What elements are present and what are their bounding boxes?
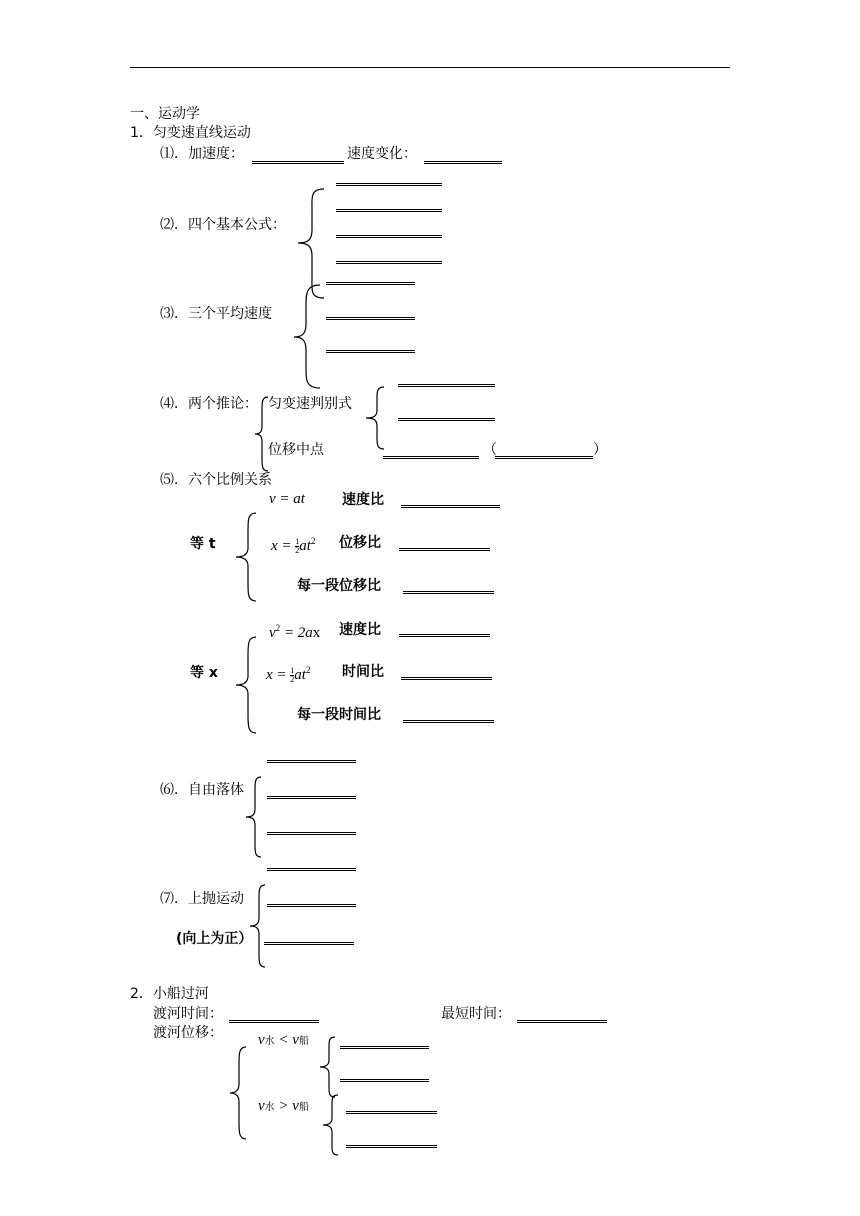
item1-speed-change: 速度变化：	[347, 146, 417, 162]
blank-formula-2[interactable]	[336, 209, 442, 212]
ratio-speed-t: 速度比	[342, 492, 384, 508]
brace-cross-disp	[228, 1046, 248, 1140]
blank-min-time[interactable]	[517, 1020, 607, 1023]
cond-water-gt-boat: v水 > v船	[258, 1098, 309, 1114]
formula-x-half-at2-t: x = $\frac{1}{2}$ $at^2$	[271, 536, 316, 556]
blank-formula-4[interactable]	[336, 261, 442, 264]
item7-note: (向上为正）	[176, 931, 253, 947]
brace-eq-t	[234, 512, 258, 602]
blank-water-gt-boat-2[interactable]	[346, 1145, 437, 1148]
ratio-each-disp: 每一段位移比	[297, 578, 381, 594]
formula-v-at: v = at	[269, 491, 305, 507]
blank-formula-3[interactable]	[336, 235, 442, 238]
item7-label: ⑺．上抛运动	[160, 891, 244, 907]
item3-label: ⑶．三个平均速度	[160, 306, 272, 322]
paren-close: ）	[593, 442, 607, 458]
brace-item3	[292, 284, 322, 390]
blank-speed-ratio-x[interactable]	[399, 634, 490, 637]
item4-sub2: 位移中点	[268, 442, 324, 458]
eq-x-label: 等 x	[190, 665, 218, 681]
brace-water-gt-boat	[322, 1094, 340, 1156]
blank-free-fall-3[interactable]	[267, 832, 356, 835]
blank-throw-up-1[interactable]	[267, 904, 356, 907]
cross-time-label: 渡河时间：	[153, 1006, 223, 1022]
blank-acceleration[interactable]	[252, 161, 344, 164]
blank-midpoint-paren[interactable]	[495, 456, 593, 459]
blank-free-fall-1[interactable]	[267, 760, 356, 763]
blank-speed-ratio-t[interactable]	[401, 505, 500, 508]
cond-water-lt-boat: v水 < v船	[258, 1032, 309, 1048]
blank-time-ratio[interactable]	[401, 677, 492, 680]
blank-free-fall-4[interactable]	[267, 868, 356, 871]
blank-each-disp-ratio[interactable]	[403, 591, 494, 594]
paren-open: （	[483, 442, 497, 458]
min-time-label: 最短时间：	[441, 1006, 511, 1022]
blank-water-lt-boat-2[interactable]	[340, 1079, 429, 1082]
formula-x-half-at2-x: x = $\frac{1}{2}$ $at^2$	[266, 665, 311, 685]
blank-cross-time[interactable]	[229, 1020, 319, 1023]
blank-throw-up-2[interactable]	[264, 942, 354, 945]
item4-sub1: 匀变速判别式	[268, 396, 352, 412]
blank-speed-change[interactable]	[424, 161, 502, 164]
brace-item7	[249, 884, 267, 968]
blank-midpoint-disp[interactable]	[383, 456, 479, 459]
section-title: 一、运动学	[130, 106, 200, 122]
ratio-each-time: 每一段时间比	[297, 707, 381, 723]
blank-free-fall-2[interactable]	[267, 796, 356, 799]
blank-disp-ratio-t[interactable]	[399, 548, 490, 551]
cross-disp-label: 渡河位移：	[153, 1025, 223, 1041]
part2-title: 2．小船过河	[130, 986, 209, 1002]
formula-v2-2ax: $v^2 = 2ax$	[269, 623, 321, 641]
blank-each-time-ratio[interactable]	[403, 720, 494, 723]
item1-label: ⑴．加速度：	[160, 146, 244, 162]
brace-item4-sub1	[364, 386, 386, 450]
item2-label: ⑵．四个基本公式：	[160, 217, 286, 233]
brace-water-lt-boat	[319, 1036, 337, 1098]
ratio-speed-x: 速度比	[339, 622, 381, 638]
blank-formula-1[interactable]	[336, 183, 442, 186]
blank-water-gt-boat-1[interactable]	[346, 1111, 437, 1114]
blank-avg-speed-1[interactable]	[326, 282, 415, 285]
part1-title: 1．匀变速直线运动	[130, 125, 251, 141]
blank-discriminant-1[interactable]	[398, 384, 495, 387]
brace-eq-x	[234, 636, 258, 734]
item5-label: ⑸．六个比例关系	[160, 472, 272, 488]
blank-avg-speed-2[interactable]	[326, 317, 415, 320]
blank-avg-speed-3[interactable]	[326, 350, 415, 353]
eq-t-label: 等 t	[190, 536, 216, 552]
ratio-time: 时间比	[342, 664, 384, 680]
item6-label: ⑹．自由落体	[160, 782, 244, 798]
blank-water-lt-boat-1[interactable]	[340, 1046, 429, 1049]
blank-discriminant-2[interactable]	[398, 418, 495, 421]
item4-label: ⑷．两个推论：	[160, 396, 258, 412]
header-rule	[130, 67, 730, 68]
ratio-disp-t: 位移比	[339, 535, 381, 551]
brace-item6	[245, 776, 263, 858]
